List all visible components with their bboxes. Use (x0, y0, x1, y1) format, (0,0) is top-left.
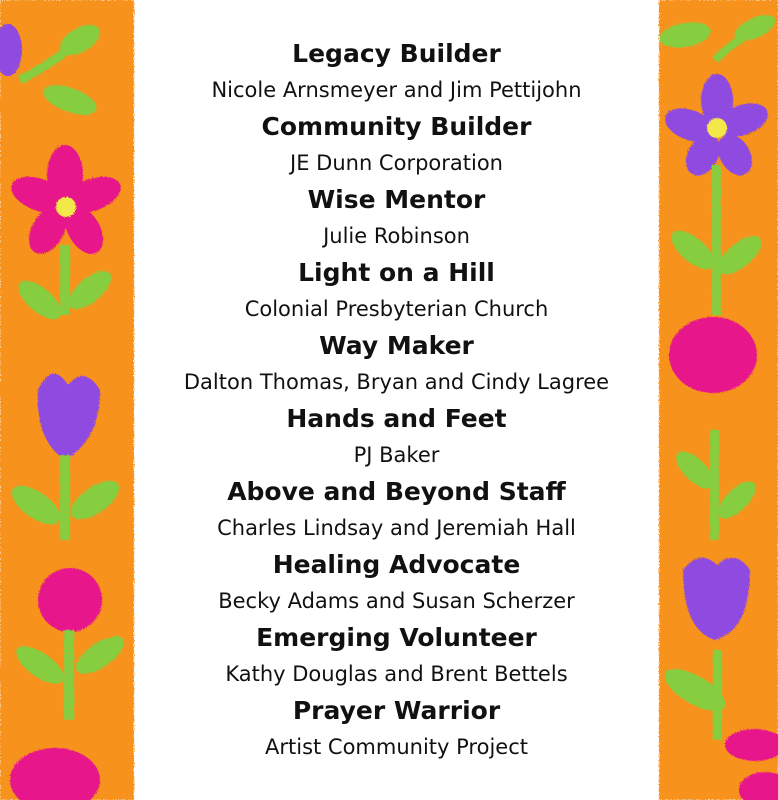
left-flower-border (0, 0, 138, 800)
awards-list (138, 36, 655, 766)
right-flower-border (655, 0, 778, 800)
award-title: Above and Beyond Staff (227, 477, 566, 506)
award-title: Wise Mentor (307, 185, 486, 214)
pink-rose-icon (669, 317, 757, 393)
award-recipient: Kathy Douglas and Brent Bettels (225, 662, 568, 686)
award-title: Emerging Volunteer (256, 623, 537, 652)
award-title: Way Maker (319, 331, 474, 360)
award-recipient: Becky Adams and Susan Scherzer (218, 589, 575, 613)
award-title: Healing Advocate (272, 550, 521, 579)
award-recipient: JE Dunn Corporation (290, 151, 503, 175)
award-item (138, 328, 655, 401)
award-item (138, 474, 655, 547)
award-recipient: Charles Lindsay and Jeremiah Hall (217, 516, 576, 540)
award-item (138, 693, 655, 766)
award-title: Legacy Builder (292, 39, 501, 68)
award-item (138, 401, 655, 474)
award-recipient: Artist Community Project (265, 735, 528, 759)
award-title: Community Builder (261, 112, 532, 141)
award-item (138, 182, 655, 255)
award-item (138, 547, 655, 620)
award-item (138, 36, 655, 109)
award-title: Light on a Hill (298, 258, 495, 287)
award-recipient: Julie Robinson (323, 224, 470, 248)
award-title: Hands and Feet (286, 404, 507, 433)
award-item (138, 620, 655, 693)
award-item (138, 255, 655, 328)
award-recipient: Dalton Thomas, Bryan and Cindy Lagree (183, 370, 610, 394)
award-recipient: Colonial Presbyterian Church (244, 297, 549, 321)
award-recipient: Nicole Arnsmeyer and Jim Pettijohn (211, 78, 582, 102)
award-item (138, 109, 655, 182)
award-recipient: PJ Baker (353, 443, 440, 467)
award-title: Prayer Warrior (292, 696, 501, 725)
